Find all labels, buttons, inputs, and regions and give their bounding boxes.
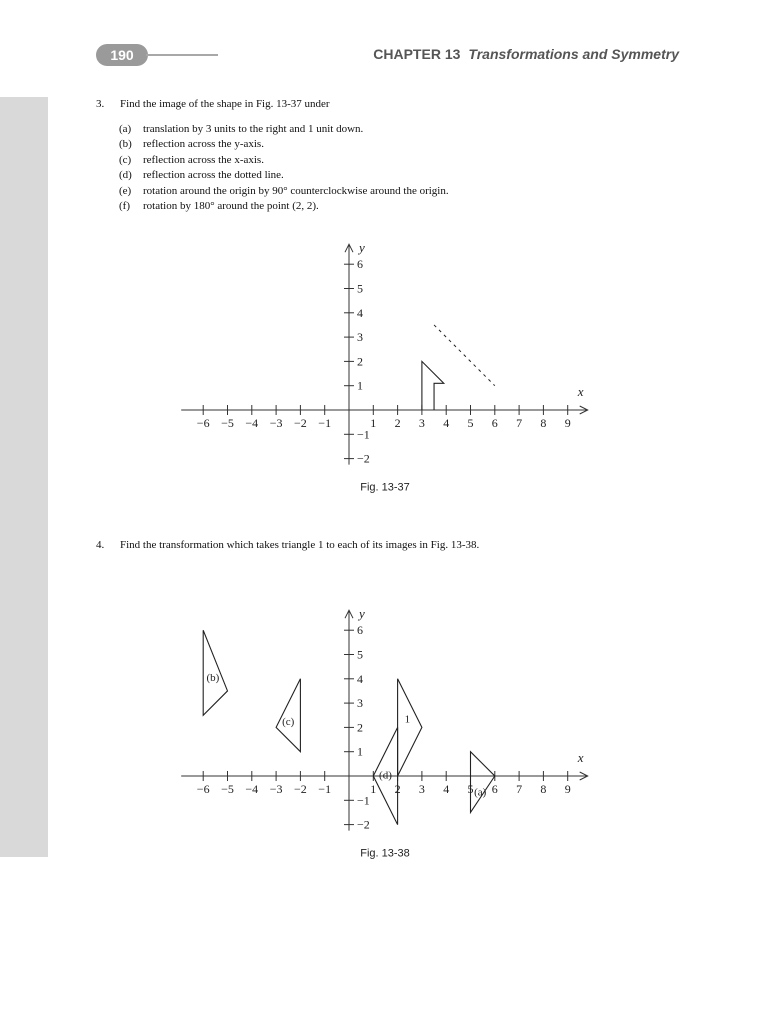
x-tick-label: −6 bbox=[196, 416, 210, 430]
y-tick-label: 2 bbox=[357, 354, 363, 369]
item-label: (d) bbox=[119, 169, 132, 182]
problem-stem: Find the transformation which takes triangle 1 to each of its images in Fig. 13-38. bbox=[120, 539, 480, 551]
x-tick-label: 2 bbox=[394, 782, 401, 796]
x-tick-label: −3 bbox=[269, 782, 283, 796]
x-tick-label: 8 bbox=[540, 416, 547, 430]
y-tick-label: 4 bbox=[357, 671, 363, 686]
x-tick-label: 2 bbox=[394, 416, 401, 430]
y-tick-label: 6 bbox=[357, 257, 363, 272]
x-tick-label: 4 bbox=[443, 416, 450, 430]
triangle-label: (b) bbox=[206, 672, 220, 685]
y-tick-label: 1 bbox=[357, 744, 363, 759]
x-tick-label: −6 bbox=[196, 782, 210, 796]
x-tick-label: 6 bbox=[491, 782, 498, 796]
problem-number: 4. bbox=[96, 539, 105, 551]
y-axis-label: y bbox=[359, 240, 365, 256]
y-tick-label: 2 bbox=[357, 720, 363, 735]
item-text: reflection across the x-axis. bbox=[143, 153, 264, 166]
x-tick-label: −5 bbox=[221, 782, 234, 796]
x-tick-label: −4 bbox=[245, 782, 259, 796]
y-tick-label: 4 bbox=[357, 305, 363, 320]
x-tick-label: 7 bbox=[516, 416, 523, 430]
x-tick-label: 9 bbox=[564, 416, 571, 430]
item-label: (c) bbox=[119, 153, 132, 166]
item-text: rotation by 180° around the point (2, 2). bbox=[143, 199, 319, 212]
page-number-badge: 190 bbox=[96, 44, 148, 66]
y-tick-label: 6 bbox=[357, 623, 363, 638]
x-tick-label: −5 bbox=[221, 416, 234, 430]
x-tick-label: 3 bbox=[418, 416, 425, 430]
item-label: (b) bbox=[119, 138, 132, 151]
x-tick-label: 4 bbox=[443, 782, 450, 796]
x-axis-label: x bbox=[577, 384, 584, 399]
problem-stem: Find the image of the shape in Fig. 13-37 under bbox=[120, 98, 330, 110]
y-tick-label: 3 bbox=[357, 330, 363, 345]
item-text: reflection across the dotted line. bbox=[143, 169, 284, 182]
x-tick-label: 8 bbox=[540, 782, 547, 796]
x-tick-label: 7 bbox=[516, 782, 523, 796]
item-text: reflection across the y-axis. bbox=[143, 138, 264, 151]
x-tick-label: −1 bbox=[318, 416, 332, 430]
x-tick-label: −2 bbox=[294, 416, 307, 430]
triangle-label: (d) bbox=[379, 769, 392, 782]
x-tick-label: 1 bbox=[370, 782, 377, 796]
item-text: rotation around the origin by 90° counterclockwise around the origin. bbox=[143, 184, 449, 197]
y-tick-label: −1 bbox=[357, 427, 370, 442]
figure-caption: Fig. 13-38 bbox=[360, 847, 410, 860]
x-axis-label: x bbox=[577, 750, 584, 765]
problem-number: 3. bbox=[96, 98, 105, 110]
y-axis-label: y bbox=[359, 606, 365, 622]
y-tick-label: −2 bbox=[357, 817, 370, 832]
item-label: (a) bbox=[119, 123, 132, 135]
x-tick-label: 1 bbox=[370, 416, 377, 430]
item-text: translation by 3 units to the right and 1 unit down. bbox=[143, 123, 364, 135]
x-tick-label: 5 bbox=[467, 416, 474, 430]
x-tick-label: 6 bbox=[491, 416, 498, 430]
y-tick-label: 5 bbox=[357, 281, 363, 296]
x-tick-label: 3 bbox=[418, 782, 425, 796]
x-tick-label: −4 bbox=[245, 416, 259, 430]
x-tick-label: −1 bbox=[318, 782, 332, 796]
y-tick-label: 1 bbox=[357, 378, 363, 393]
item-label: (f) bbox=[119, 199, 130, 212]
triangle-label: 1 bbox=[404, 713, 411, 726]
chapter-number: CHAPTER 13 bbox=[373, 46, 461, 62]
x-tick-label: 9 bbox=[564, 782, 571, 796]
y-tick-label: 5 bbox=[357, 647, 363, 662]
chapter-subtitle: Transformations and Symmetry bbox=[468, 46, 679, 62]
triangle-label: (c) bbox=[282, 715, 295, 728]
y-tick-label: −1 bbox=[357, 793, 370, 808]
triangle-1 bbox=[398, 679, 422, 776]
x-tick-label: −2 bbox=[294, 782, 307, 796]
y-tick-label: −2 bbox=[357, 451, 370, 466]
item-label: (e) bbox=[119, 184, 132, 197]
triangle-image bbox=[471, 752, 495, 813]
x-tick-label: 5 bbox=[467, 782, 474, 796]
triangle-label: (a) bbox=[474, 786, 487, 799]
x-tick-label: −3 bbox=[269, 416, 283, 430]
figure-caption: Fig. 13-37 bbox=[360, 481, 410, 494]
y-tick-label: 3 bbox=[357, 696, 363, 711]
